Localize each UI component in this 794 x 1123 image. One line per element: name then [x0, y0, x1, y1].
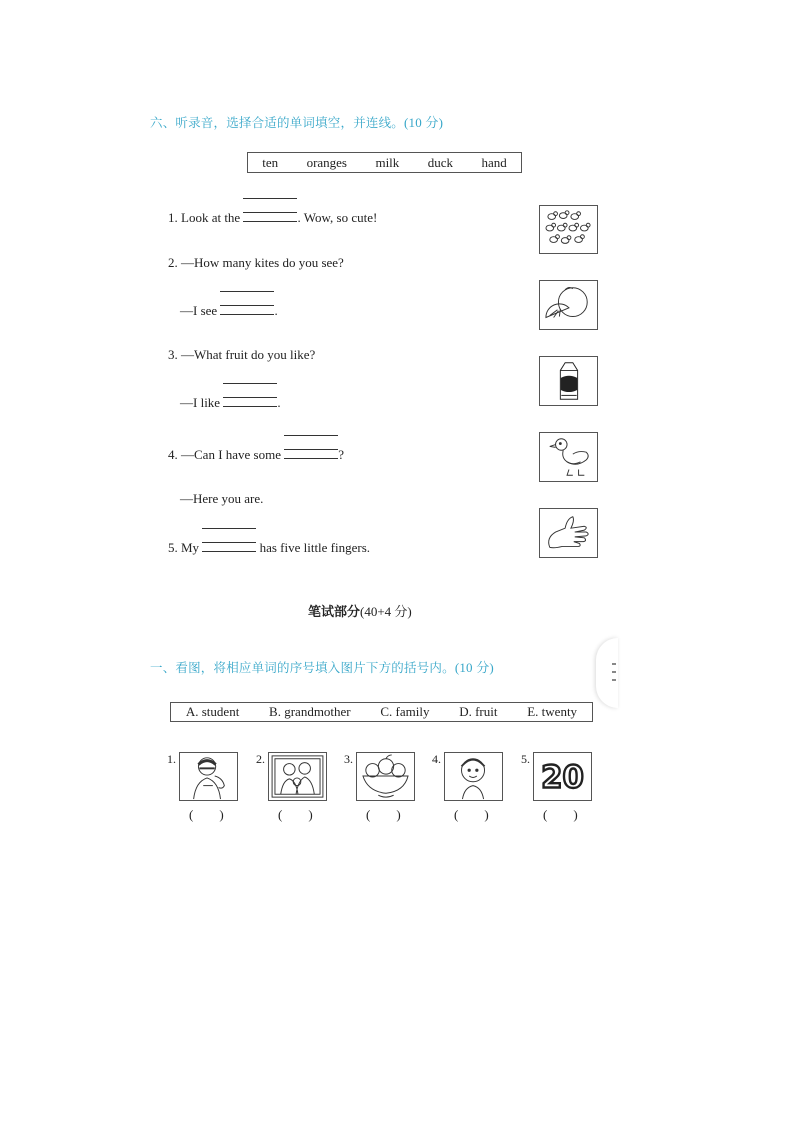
option-item: D. fruit: [459, 704, 498, 719]
student-icon: [180, 753, 237, 800]
answer-parentheses[interactable]: ( ): [189, 807, 224, 822]
ducks-picture[interactable]: [539, 205, 598, 254]
answer-text: —I like: [180, 395, 221, 410]
option-item: A. student: [185, 704, 240, 719]
item-number: 3.: [344, 752, 353, 766]
question-3: [168, 347, 315, 363]
milk-carton-picture[interactable]: [539, 356, 598, 406]
item-number: 1.: [167, 752, 176, 766]
item-number: 2.: [256, 752, 265, 766]
option-item: B. grandmother: [269, 704, 351, 719]
answer-blank[interactable]: [202, 538, 256, 552]
family-icon: [445, 753, 502, 800]
duck-icon: [540, 206, 597, 253]
hand-picture[interactable]: [539, 508, 598, 558]
answer-text: .: [274, 303, 278, 318]
word-bank-item: milk: [375, 154, 400, 170]
answer-parentheses[interactable]: ( ): [366, 807, 401, 822]
question-4: [168, 445, 344, 463]
answer-blank[interactable]: [220, 301, 274, 315]
answer-blank[interactable]: [223, 393, 277, 407]
duck-icon: [540, 433, 597, 481]
answer-4: [180, 491, 263, 507]
option-item: C. family: [380, 704, 430, 719]
answer-text: —I see: [180, 303, 218, 318]
question-text: . Wow, so cute!: [297, 210, 378, 225]
orange-picture[interactable]: [539, 280, 598, 330]
answer-text: —Here you are.: [180, 491, 264, 506]
fruit-picture[interactable]: [356, 752, 415, 801]
answer-blank[interactable]: [243, 208, 297, 222]
milk-icon: [540, 357, 597, 405]
answer-parentheses[interactable]: ( ): [543, 807, 578, 822]
question-1: [168, 208, 377, 226]
written-part-title: [308, 601, 412, 620]
grandmother-picture[interactable]: [268, 752, 327, 801]
answer-parentheses[interactable]: ( ): [278, 807, 313, 822]
option-item: E. twenty: [527, 704, 578, 719]
side-drawer-handle[interactable]: [596, 638, 618, 708]
question-text: 3. —What fruit do you like?: [168, 347, 316, 362]
item-number: 4.: [432, 752, 441, 766]
picture-section-heading-text: 一、看图，将相应单词的序号填入图片下方的括号内。: [150, 660, 455, 675]
written-part-points: (40+4 分): [360, 604, 412, 619]
word-bank-item: duck: [427, 154, 454, 170]
answer-parentheses[interactable]: ( ): [454, 807, 489, 822]
answer-3: [180, 393, 281, 411]
question-text: 5. My: [168, 540, 200, 555]
item-number: 5.: [521, 752, 530, 766]
twenty-digits: 20: [541, 760, 584, 796]
question-text: ?: [338, 447, 345, 462]
orange-icon: [540, 281, 597, 329]
listening-heading: [150, 112, 443, 131]
twenty-picture[interactable]: [533, 752, 592, 801]
word-bank: [247, 152, 522, 173]
listening-points: (10 分): [404, 115, 444, 130]
options-box: [170, 702, 593, 722]
fruit-icon: [357, 753, 414, 800]
listening-heading-text: 六、听录音，选择合适的单词填空，并连线。: [150, 115, 405, 130]
question-text: 4. —Can I have some: [168, 447, 282, 462]
answer-blank[interactable]: [284, 445, 338, 459]
question-text: 1. Look at the: [168, 210, 241, 225]
question-text: 2. —How many kites do you see?: [168, 255, 344, 270]
student-picture[interactable]: [179, 752, 238, 801]
twenty-icon: [534, 753, 591, 800]
word-bank-item: hand: [481, 154, 507, 170]
grandmother-icon: [269, 753, 326, 800]
picture-section-points: (10 分): [454, 660, 494, 675]
duck-picture[interactable]: [539, 432, 598, 482]
question-5: [168, 538, 370, 556]
picture-section-heading: [150, 657, 494, 676]
answer-text: .: [277, 395, 281, 410]
question-text: has five little fingers.: [259, 540, 371, 555]
answer-2: [180, 301, 278, 319]
word-bank-item: oranges: [306, 154, 347, 170]
hand-icon: [540, 509, 597, 557]
question-2: [168, 255, 344, 271]
written-part-title-text: 笔试部分: [308, 605, 361, 620]
word-bank-item: ten: [262, 154, 279, 170]
student-boy-picture[interactable]: [444, 752, 503, 801]
